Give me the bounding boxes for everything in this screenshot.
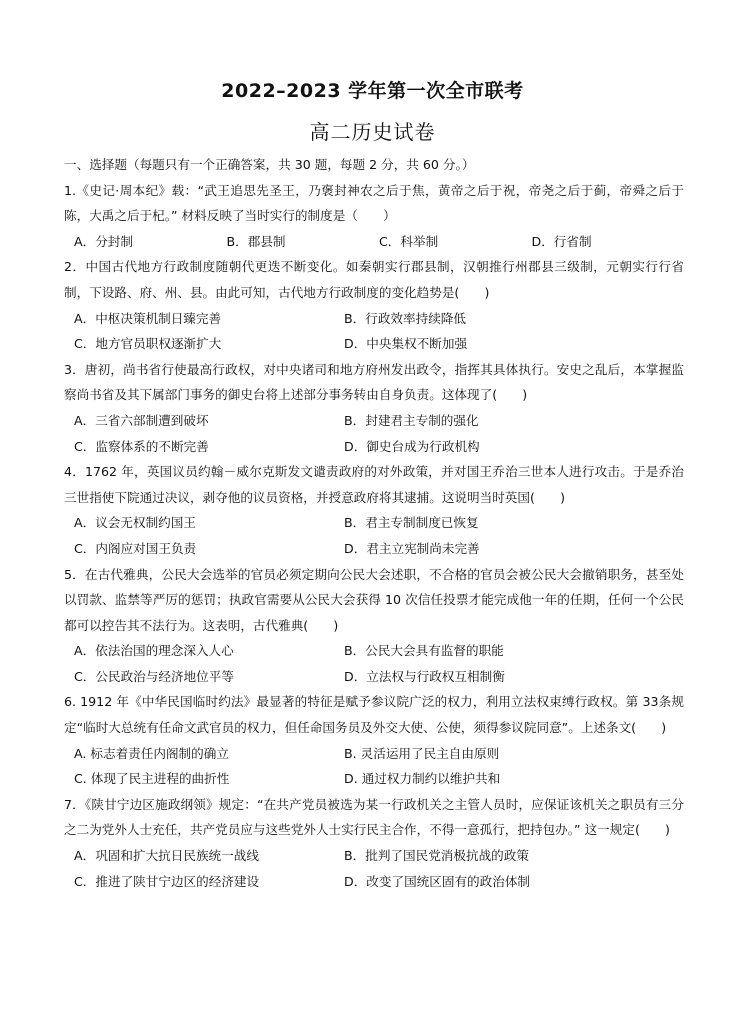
question-stem: 2．中国古代地方行政制度随朝代更迭不断变化。如秦朝实行郡县制，汉朝推行州郡县三级制，元朝实行行省制，下设路、府、州、县。由此可知，古代地方行政制度的变化趋势是( ) <box>64 259 684 300</box>
question-stem: 4．1762 年，英国议员约翰－威尔克斯发文谴责政府的对外政策，并对国王乔治三世本人进行攻击。于是乔治三世指使下院通过决议，剥夺他的议员资格，并授意政府将其逮捕。这说明当时英国( ) <box>64 464 684 505</box>
option-b: B．郡县制 <box>226 233 286 249</box>
option-c: C．公民政治与经济地位平等 <box>74 668 234 684</box>
option-c: C．推进了陕甘宁边区的经济建设 <box>74 873 260 889</box>
option-list <box>64 408 684 459</box>
exam-content <box>64 152 684 894</box>
option-list <box>64 229 684 255</box>
option-a: A. 标志着责任内阁制的确立 <box>74 745 229 761</box>
question-stem: 6. 1912 年《中华民国临时约法》最显著的特征是赋予参议院广泛的权力，利用立法权束缚行政权。第 33条规定“临时大总统有任命文武官员的权力，但任命国务员及外交大使、公使，须得参议院同意”。上述条文( ) <box>64 694 684 736</box>
option-a: A．巩固和扩大抗日民族统一战线 <box>74 848 259 864</box>
option-c: C．地方官员职权逐渐扩大 <box>74 336 222 352</box>
option-list <box>64 843 684 894</box>
option-d: D. 通过权力制约以维护共和 <box>344 771 501 787</box>
option-b: B. 灵活运用了民主自由原则 <box>344 745 500 761</box>
exam-subtitle: 高二历史试卷 <box>309 120 436 144</box>
question-3 <box>64 357 684 459</box>
question-stem: 7．《陕甘宁边区施政纲领》规定：“在共产党员被选为某一行政机关之主管人员时，应保证该机关之职员有三分之二为党外人士充任，共产党员应与这些党外人士实行民主合作，不得一意孤行，把持包办。” 这一规定( ) <box>64 796 684 838</box>
question-1 <box>64 178 684 255</box>
option-c: C．科举制 <box>379 233 439 249</box>
question-6 <box>64 689 684 791</box>
option-c: C．内阁应对国王负责 <box>74 540 197 556</box>
option-b: B．批判了国民党消极抗战的政策 <box>344 848 529 864</box>
option-a: A．议会无权制约国王 <box>74 515 196 531</box>
option-list <box>64 741 684 792</box>
option-a: A．依法治国的理念深入人心 <box>74 643 234 659</box>
option-a: A．分封制 <box>74 233 133 249</box>
option-d: D．改变了国统区固有的政治体制 <box>344 873 531 889</box>
option-d: D．立法权与行政权互相制衡 <box>344 668 505 684</box>
option-b: B．行政效率持续降低 <box>344 310 466 326</box>
exam-title: 2022–2023 学年第一次全市联考 <box>221 80 524 102</box>
question-4 <box>64 459 684 561</box>
question-stem: 3．唐初，尚书省行使最高行政权，对中央诸司和地方府州发出政令，指挥其具体执行。安史之乱后，本掌握监察尚书省及其下属部门事务的御史台将上述部分事务转由自身负责。这体现了( ) <box>64 361 684 403</box>
question-7 <box>64 792 684 894</box>
option-b: B．公民大会具有监督的职能 <box>344 643 504 659</box>
option-d: D．行省制 <box>531 233 592 249</box>
question-5 <box>64 562 684 690</box>
option-list <box>64 510 684 561</box>
option-d: D．中央集权不断加强 <box>344 336 468 352</box>
section-heading: 一、选择题（每题只有一个正确答案，共 30 题，每题 2 分，共 60 分。） <box>64 157 475 172</box>
option-a: A．三省六部制遭到破坏 <box>74 412 209 428</box>
option-list <box>64 638 684 689</box>
question-2 <box>64 254 684 356</box>
option-d: D．御史台成为行政机构 <box>344 438 480 454</box>
question-stem: 1.《史记·周本纪》载：“武王追思先圣王，乃褒封神农之后于焦，黄帝之后于祝，帝尧之后于蓟，帝舜之后于陈，大禹之后于杞。” 材料反映了当时实行的制度是（ ） <box>64 182 684 224</box>
option-b: B．君主专制制度已恢复 <box>344 515 479 531</box>
option-c: C. 体现了民主进程的曲折性 <box>74 771 230 787</box>
option-d: D．君主立宪制尚未完善 <box>344 540 480 556</box>
question-stem: 5．在古代雅典，公民大会选举的官员必须定期向公民大会述职，不合格的官员会被公民大会撤销职务，甚至处以罚款、监禁等严厉的惩罚；执政官需要从公民大会获得 10 次信任投票才能完成他一年的任期，任何一个公民都可以控告其不法行为。这表明，古代雅典( ) <box>64 566 684 633</box>
option-a: A．中枢决策机制日臻完善 <box>74 310 222 326</box>
option-list <box>64 306 684 357</box>
option-c: C．监察体系的不断完善 <box>74 438 209 454</box>
option-b: B．封建君主专制的强化 <box>344 412 479 428</box>
